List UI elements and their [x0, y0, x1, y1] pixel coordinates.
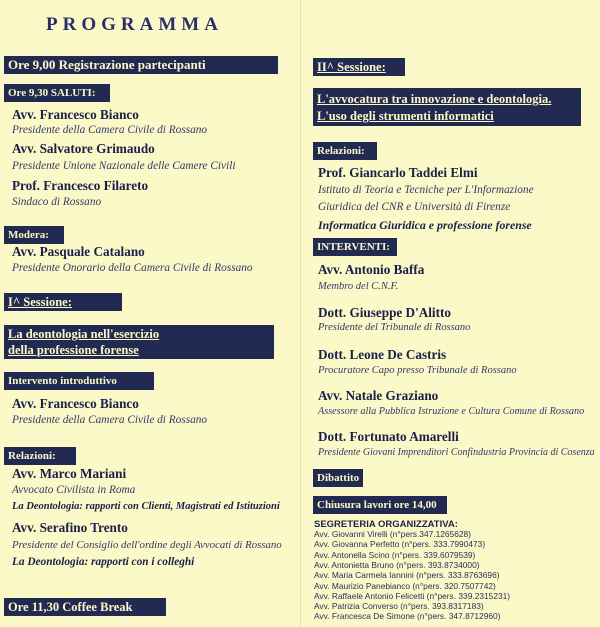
talk-title: La Deontologia: rapporti con Clienti, Magistrati ed Istituzioni [12, 501, 280, 512]
speaker-name: Prof. Francesco Filareto [12, 178, 149, 193]
speaker-role: Presidente della Camera Civile di Rossano [12, 414, 208, 426]
speaker-role: Procuratore Capo presso Tribunale di Rossano [318, 365, 517, 376]
session-2-bar [313, 58, 405, 76]
speaker-role: Presidente della Camera Civile di Rossano [12, 124, 208, 136]
speaker-name: Dott. Giuseppe D'Alitto [318, 305, 451, 320]
segreteria-heading: SEGRETERIA ORGANIZZATIVA: [314, 519, 458, 530]
speaker-role: Presidente del Tribunale di Rossano [318, 322, 471, 333]
registration-bar: Ore 9,00 Registrazione partecipanti [4, 56, 278, 74]
session-1-label: I^ Sessione: [8, 295, 72, 309]
session-2-title-line: L'avvocatura tra innovazione e deontologia. [317, 92, 552, 106]
speaker-name: Avv. Francesco Bianco [12, 107, 139, 122]
speaker-role: Avvocato Civilista in Roma [12, 484, 136, 496]
speaker-name: Dott. Fortunato Amarelli [318, 429, 459, 444]
speaker-role: Assessore alla Pubblica Istruzione e Cultura Comune di Rossano [318, 406, 585, 417]
fold-line [300, 0, 301, 627]
session-1-title-bar [4, 325, 274, 359]
segreteria-contact: Avv. Francesca De Simone (n°pers. 347.8712960) [314, 611, 501, 622]
talk-title: Informatica Giuridica e professione forense [318, 218, 532, 232]
speaker-role: Istituto di Teoria e Tecniche per L'Informazione [318, 184, 534, 196]
segreteria-contact: Avv. Antonietta Bruno (n°pers. 393.8734000) [314, 559, 480, 570]
speaker-name: Avv. Francesco Bianco [12, 396, 139, 411]
modera-bar: Modera: [4, 226, 64, 244]
speaker-role: Sindaco di Rossano [12, 196, 102, 208]
talk-title: La Deontologia: rapporti con i colleghi [12, 556, 195, 568]
session-2-title-line: L'uso degli strumenti informatici [317, 109, 494, 123]
relazioni-right-bar: Relazioni: [313, 142, 377, 160]
relazioni-bar: Relazioni: [4, 447, 76, 465]
dibattito-bar: Dibattito [313, 469, 363, 487]
session-2-label: II^ Sessione: [317, 60, 386, 74]
speaker-name: Avv. Antonio Baffa [318, 262, 425, 277]
segreteria-contact: Avv. Antonella Scino (n°pers. 339.6079539) [314, 549, 476, 560]
interventi-bar: INTERVENTI: [313, 238, 397, 256]
session-1-title-line: La deontologia nell'esercizio [8, 327, 160, 341]
speaker-name: Avv. Serafino Trento [12, 520, 128, 535]
moderator-role: Presidente Onorario della Camera Civile di Rossano [12, 262, 253, 274]
speaker-name: Avv. Salvatore Grimaudo [12, 141, 155, 156]
segreteria-contact: Avv. Giovanni Virelli (n°pers.347.1265628) [314, 529, 471, 539]
speaker-role: Membro del C.N.F. [318, 281, 399, 292]
speaker-role: Presidente Giovani Imprenditori Confindustria Provincia di Cosenza [318, 447, 595, 458]
intervento-bar: Intervento introduttivo [4, 372, 154, 390]
segreteria-contact: Avv. Maria Carmela Iannini (n°pers. 333.8763696) [314, 570, 500, 581]
speaker-name: Avv. Marco Mariani [12, 466, 127, 481]
speaker-name: Avv. Natale Graziano [318, 388, 439, 403]
page-title: PROGRAMMA [46, 14, 223, 35]
session-1-title-line: della professione forense [8, 343, 139, 357]
speaker-name: Dott. Leone De Castris [318, 347, 447, 362]
speaker-role: Presidente del Consiglio dell'ordine degli Avvocati di Rossano [12, 539, 282, 551]
speaker-role: Presidente Unione Nazionale delle Camere Civili [12, 160, 236, 172]
speaker-name: Prof. Giancarlo Taddei Elmi [318, 165, 478, 180]
coffee-break-bar: Ore 11,30 Coffee Break [4, 598, 166, 616]
session-2-title-bar [313, 88, 581, 126]
session-1-bar [4, 293, 122, 311]
segreteria-contact: Avv. Giovanna Perfetto (n°pers. 333.7990473) [314, 539, 486, 550]
chiusura-bar: Chiusura lavori ore 14,00 [313, 496, 447, 514]
segreteria-contact: Avv. Patrizia Converso (n°pers. 393.8317183) [314, 601, 484, 612]
segreteria-contact: Avv. Maurizio Panebianco (n°pers. 320.7507742) [314, 580, 496, 591]
moderator-name: Avv. Pasquale Catalano [12, 244, 145, 259]
speaker-role: Giuridica del CNR e Università di Firenze [318, 201, 511, 213]
saluti-bar: Ore 9,30 SALUTI: [4, 84, 110, 102]
segreteria-contact: Avv. Raffaele Antonio Felicetti (n°pers. 339.2315231) [314, 590, 511, 601]
